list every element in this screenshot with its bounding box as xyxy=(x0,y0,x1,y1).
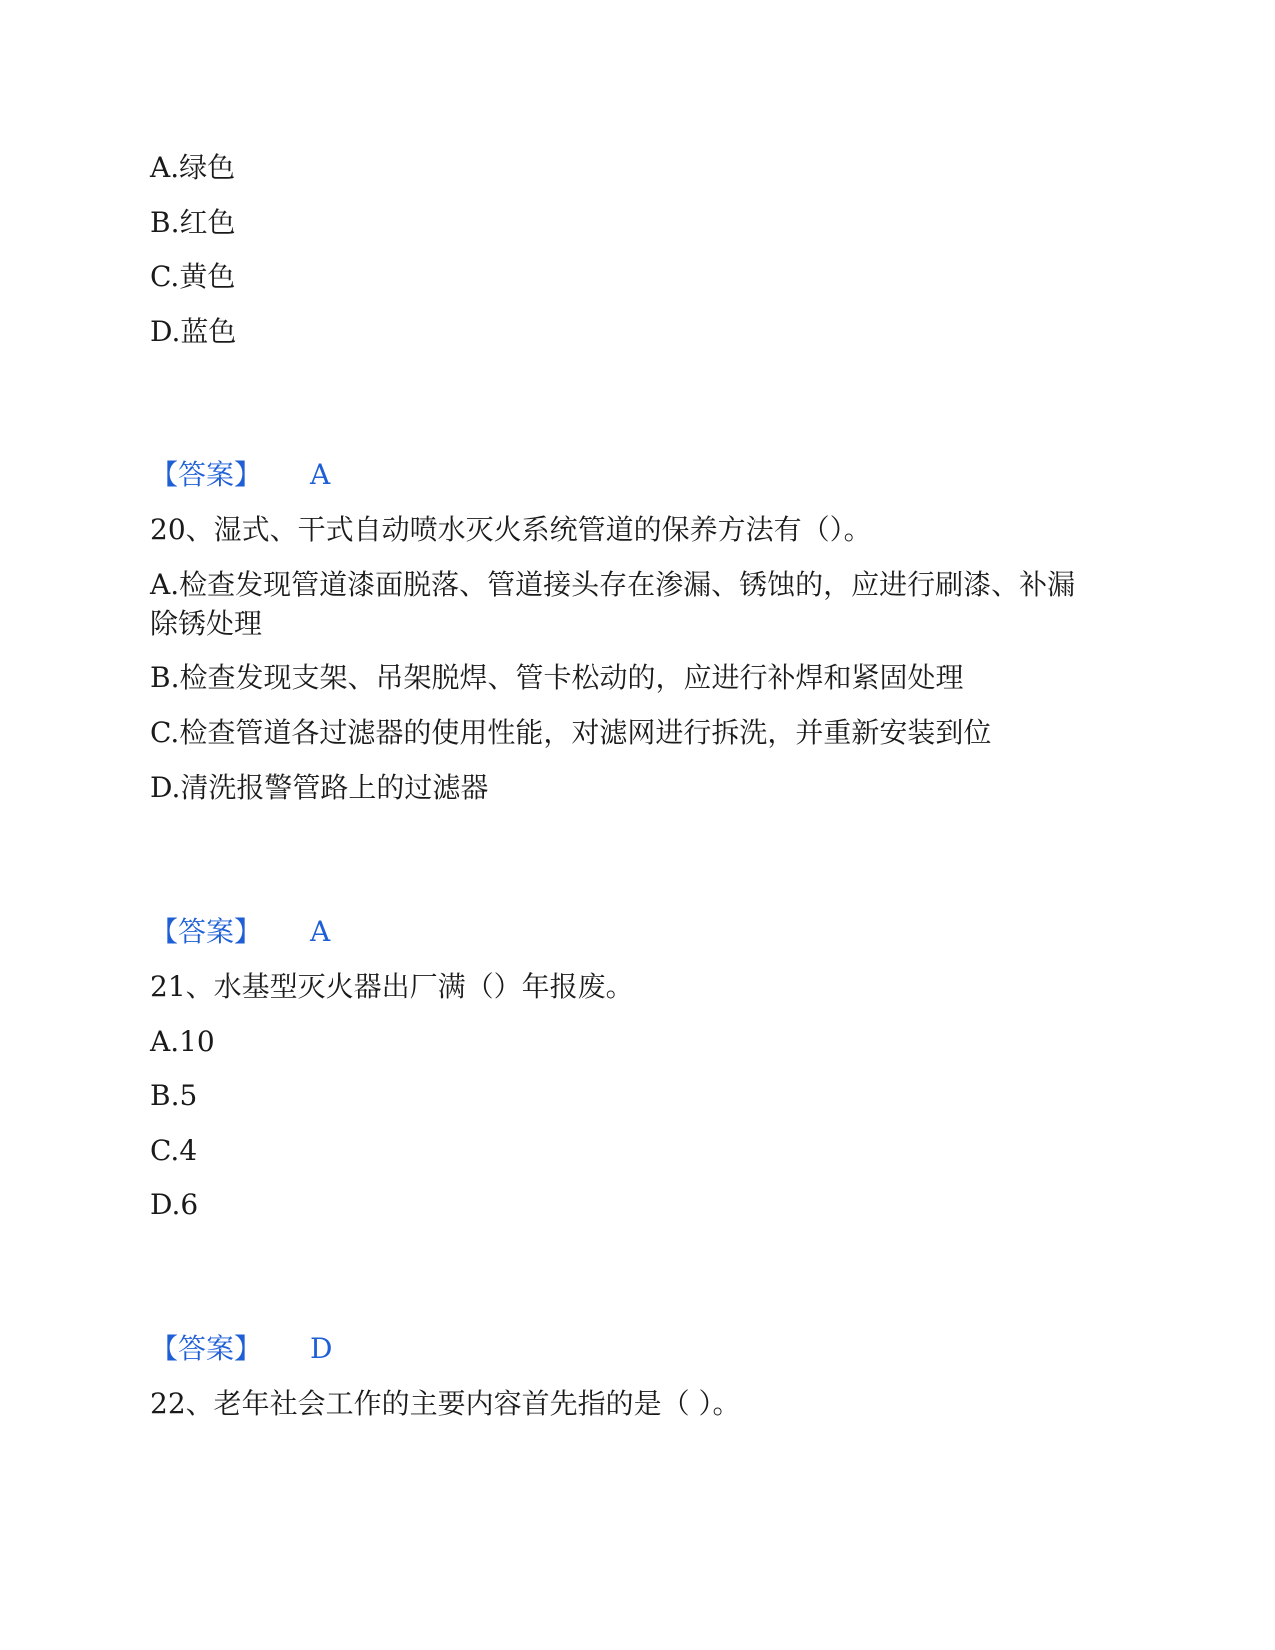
q20-option-b: B.检查发现支架、吊架脱焊、管卡松动的，应进行补焊和紧固处理 xyxy=(150,661,964,694)
q20-answer-value: A xyxy=(310,915,331,948)
q19-option-c: C.黄色 xyxy=(150,260,236,293)
q19-option-b: B.红色 xyxy=(150,206,236,239)
q21-option-d: D.6 xyxy=(150,1188,199,1221)
q19-answer-row xyxy=(150,455,450,495)
q20-option-a-line1: A.检查发现管道漆面脱落、管道接头存在渗漏、锈蚀的，应进行刷漆、补漏 xyxy=(150,568,1076,601)
q21-answer-row xyxy=(150,1329,450,1369)
q21-option-b: B.5 xyxy=(150,1079,198,1112)
q21-option-c: C.4 xyxy=(150,1134,198,1167)
q20-stem: 20、湿式、干式自动喷水灭火系统管道的保养方法有（）。 xyxy=(150,513,872,546)
answer-label: 【答案】 xyxy=(150,915,263,948)
q19-option-a: A.绿色 xyxy=(150,151,236,184)
q20-option-a-line2: 除锈处理 xyxy=(150,607,263,640)
q19-option-d: D.蓝色 xyxy=(150,315,237,348)
q22-stem: 22、老年社会工作的主要内容首先指的是（ ）。 xyxy=(150,1387,741,1420)
q19-answer-value: A xyxy=(310,458,331,491)
answer-label: 【答案】 xyxy=(150,1332,263,1365)
q21-option-a: A.10 xyxy=(150,1025,215,1058)
q20-option-c: C.检查管道各过滤器的使用性能，对滤网进行拆洗，并重新安装到位 xyxy=(150,716,992,749)
q21-stem: 21、水基型灭火器出厂满（）年报废。 xyxy=(150,970,634,1003)
q20-option-d: D.清洗报警管路上的过滤器 xyxy=(150,771,489,804)
q21-answer-value: D xyxy=(310,1332,333,1365)
answer-label: 【答案】 xyxy=(150,458,263,491)
q20-answer-row xyxy=(150,912,450,952)
